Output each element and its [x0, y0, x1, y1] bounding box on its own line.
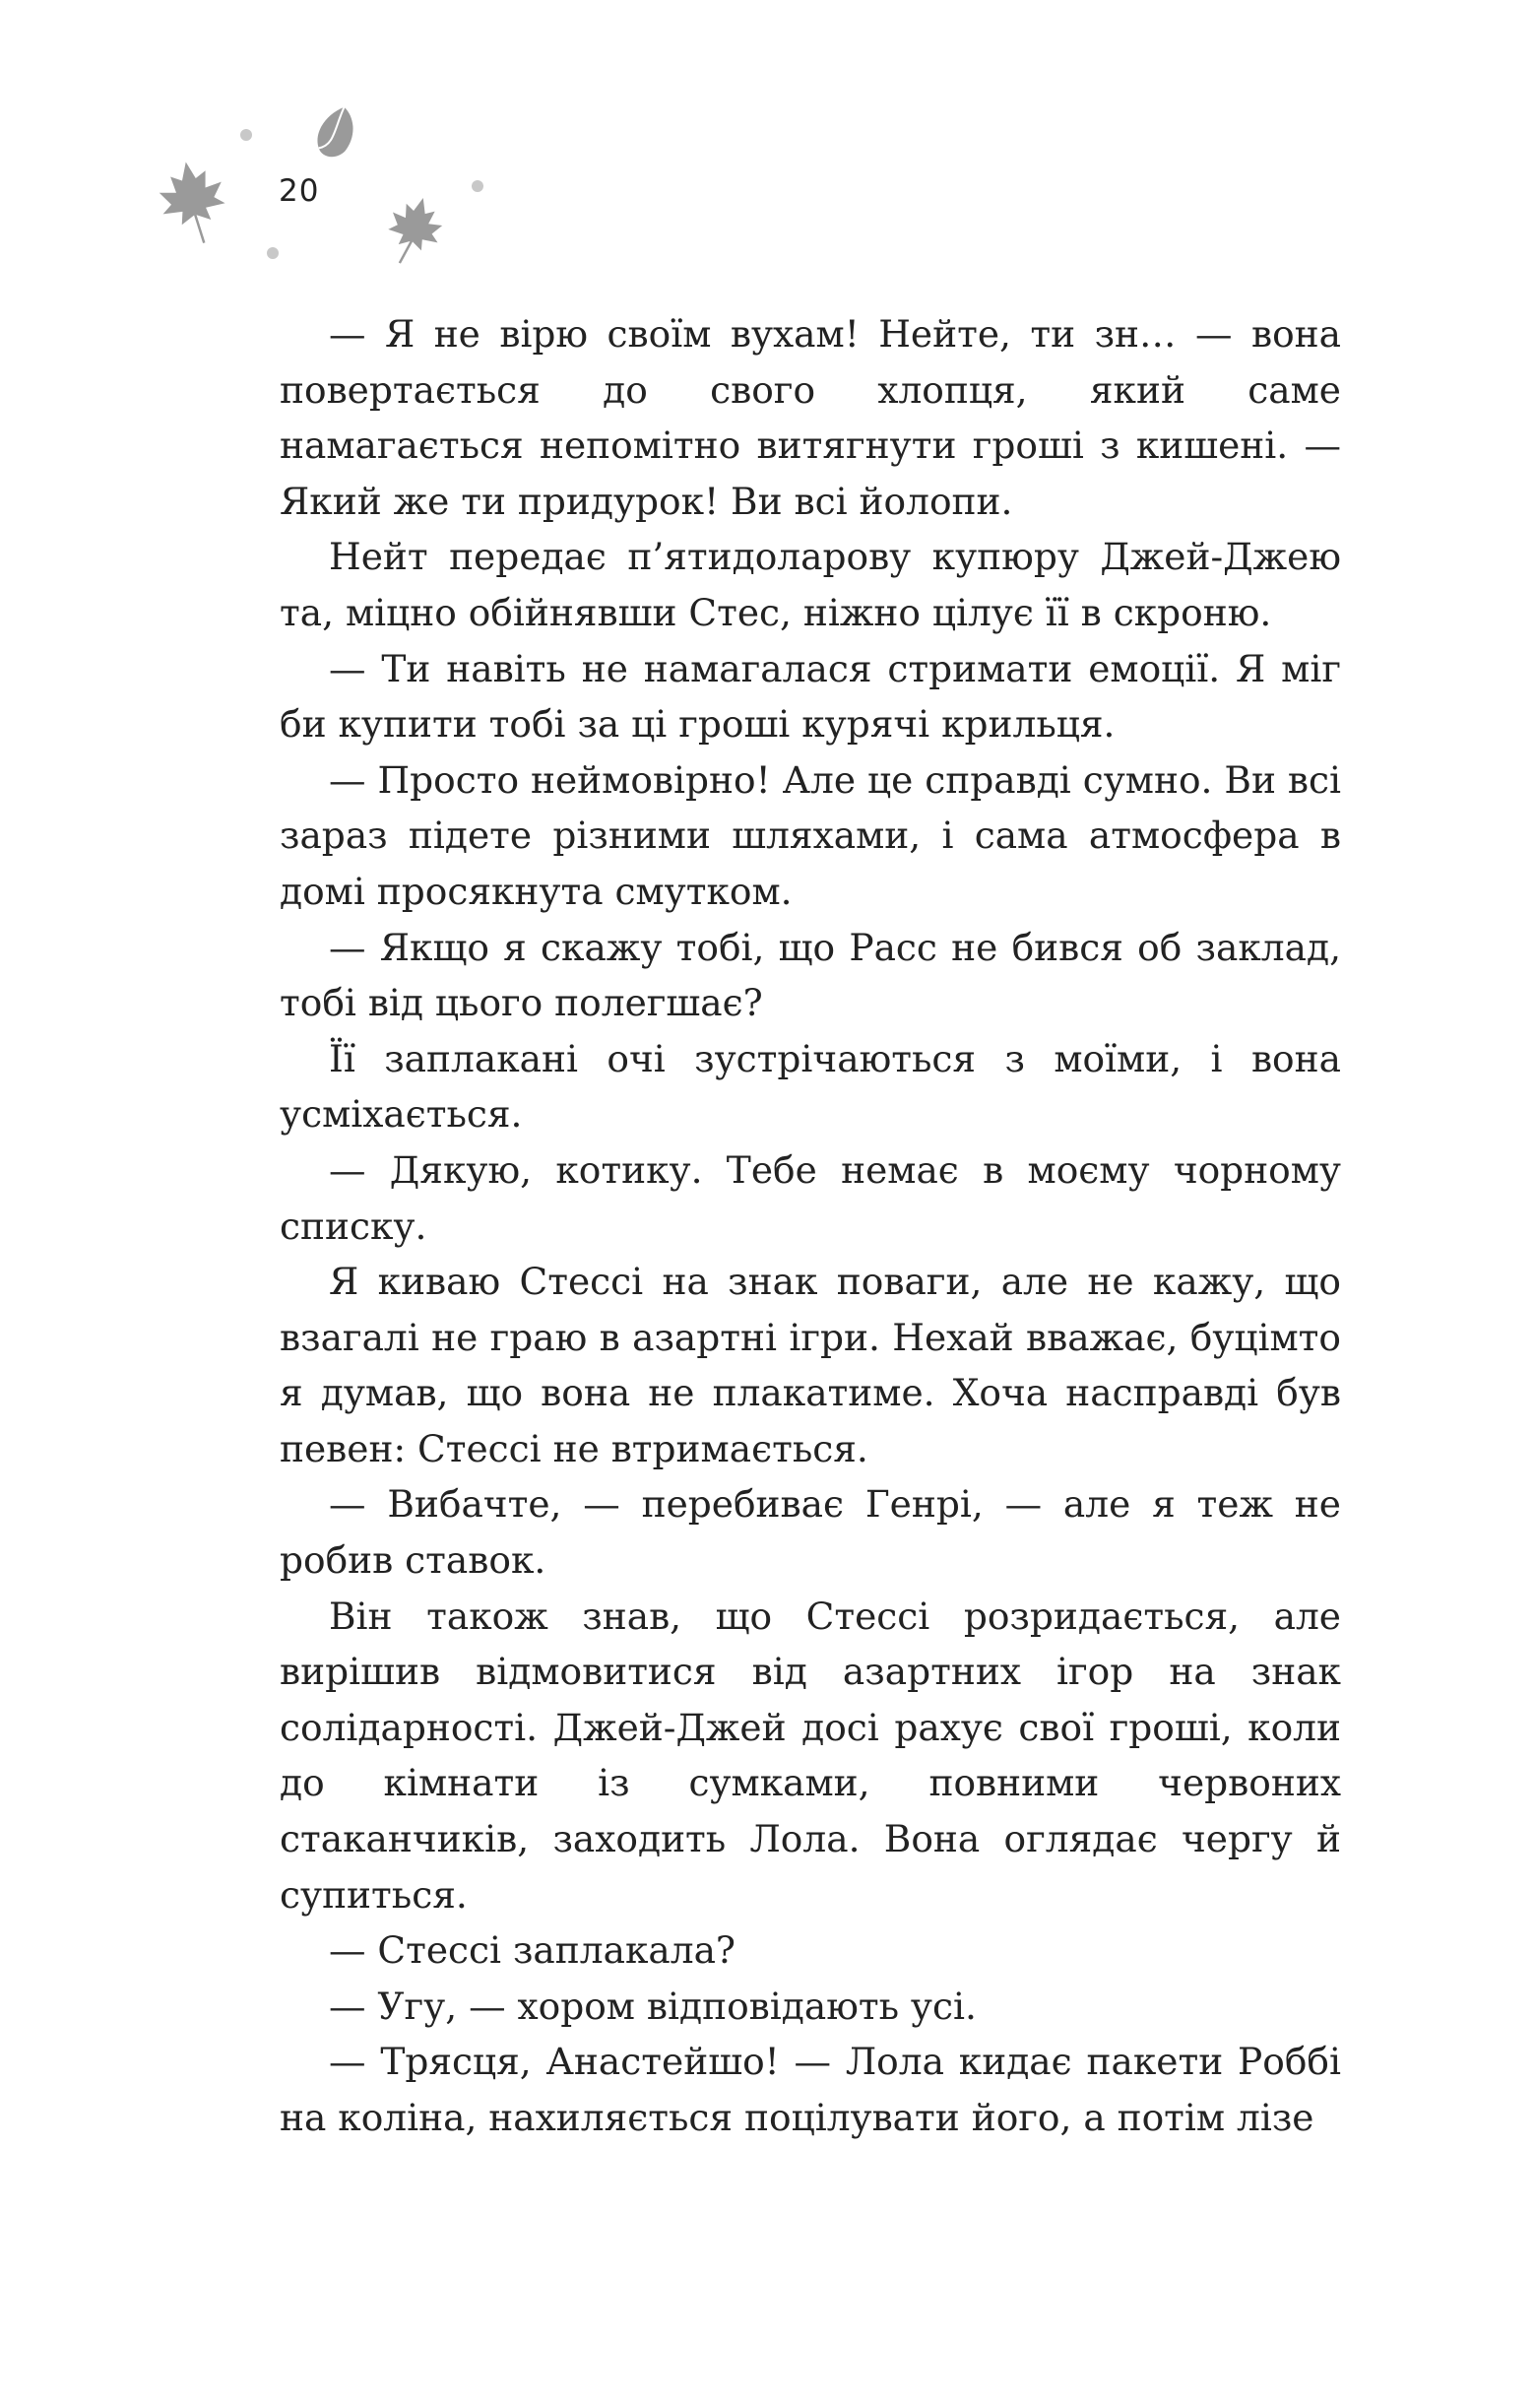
maple-leaf-icon [381, 191, 448, 271]
paragraph: Він також знав, що Стессі розридається, але вирішив відмовитися від азартних ігор на знак солідарності. Джей-Джей досі рахує свої гроші, коли до кімнати із сумками, повними червоних стаканчиків, заходить Лола. Вона оглядає чергу й супиться. [280, 1594, 1341, 1917]
paragraph: — Ти навіть не намагалася стримати емоції. Я міг би купити тобі за ці гроші курячі крильця. [280, 646, 1341, 747]
paragraph: Нейт передає п’ятидоларову купюру Джей-Джею та, міцно обійнявши Стес, ніжно цілує її в скроню. [280, 535, 1341, 634]
paragraph: — Якщо я скажу тобі, що Расс не бився об заклад, тобі від цього полегшає? [280, 925, 1341, 1025]
paragraph: Я киваю Стессі на знак поваги, але не кажу, що взагалі не граю в азартні ігри. Нехай вважає, буцімто я думав, що вона не плакатиме. Хоча насправді був певен: Стессі не втримається. [280, 1260, 1341, 1470]
paragraph: — Я не вірю своїм вухам! Нейте, ти зн… — вона повертається до свого хлопця, який саме намагається непомітно витягнути гроші з кишені. — Який же ти придурок! Ви всі йолопи. [280, 312, 1341, 523]
header-decoration [138, 94, 532, 281]
paragraph: — Дякую, котику. Тебе немає в моєму чорному списку. [280, 1147, 1341, 1248]
paragraph: — Угу, — хором відповідають усі. [329, 1984, 977, 2028]
paragraph: — Вибачте, — перебиває Генрі, — але я теж не робив ставок. [280, 1482, 1341, 1583]
page-number: 20 [279, 173, 320, 209]
paragraph: — Просто неймовірно! Але це справді сумно. Ви всі зараз підете різними шляхами, і сама атмосфера в домі просякнута смутком. [280, 757, 1341, 913]
falling-leaf-icon [312, 101, 361, 162]
paragraph: Її заплакані очі зустрічаються з моїми, і вона усміхається. [280, 1036, 1341, 1137]
dot-icon [240, 129, 252, 141]
body-text [280, 306, 1341, 2146]
dot-icon [267, 247, 279, 259]
paragraph: — Стессі заплакала? [329, 1928, 736, 1973]
paragraph: — Трясця, Анастейшо! — Лола кидає пакети Роббі на коліна, нахиляється поцілувати його, а потім лізе [280, 2040, 1341, 2139]
maple-leaf-icon [155, 157, 231, 249]
dot-icon [472, 180, 483, 192]
